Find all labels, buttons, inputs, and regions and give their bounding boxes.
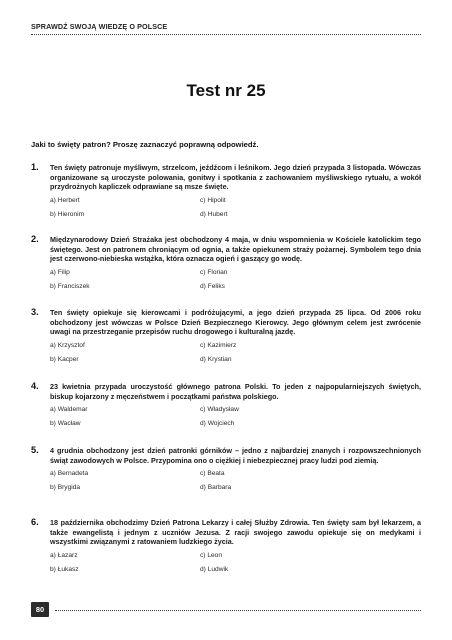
answer-option-a[interactable]: a) Krzysztof: [50, 341, 85, 349]
answer-option-c[interactable]: c) Władysław: [200, 406, 239, 414]
answer-option-a[interactable]: a) Herbert: [50, 196, 80, 204]
question-6: [31, 518, 421, 573]
answer-option-b[interactable]: b) Franciszek: [50, 282, 90, 290]
answer-option-d[interactable]: d) Wojciech: [200, 420, 235, 428]
answer-options: [50, 342, 421, 363]
question-text: Międzynarodowy Dzień Strażaka jest obchodzony 4 maja, w dniu wspomnienia w Kościele katolickim tego świętego. Jest on patronem chroniącym od ognia, a także opiekunem straży pożarnej. Symbolem tego dnia jest czerwono-niebieska wstążka, która oznacza ogień i gaszący go wodę.: [50, 235, 421, 264]
question-text: 4 grudnia obchodzony jest dzień patronki górników – jedno z najbardziej znanych i rozpowszechnionych świąt zawodowych w Polsce. Przypomina ono o ciężkiej i niebezpiecznej pracy ludzi pod ziemią.: [50, 446, 421, 465]
answer-option-d[interactable]: d) Feliks: [200, 282, 225, 290]
answer-option-d[interactable]: d) Ludwik: [200, 565, 229, 573]
test-title: Test nr 25: [186, 81, 266, 100]
answer-option-d[interactable]: d) Hubert: [200, 210, 228, 218]
answer-option-c[interactable]: c) Kazimierz: [200, 341, 237, 349]
answer-option-d[interactable]: d) Barbara: [200, 484, 232, 492]
question-1: [31, 163, 421, 218]
question-text: Ten święty patronuje myśliwym, strzelcom, jeźdźcom i leśnikom. Jego dzień przypada 3 listopada. Wówczas organizowane są uroczyste polowania, gonitwy i spotkania z zachowaniem myśliwskiego rytuału, a wokół przydrożnych kapliczek odprawiane są msze święte.: [50, 163, 421, 192]
answer-option-c[interactable]: c) Hipolit: [200, 196, 226, 204]
answer-option-b[interactable]: b) Wacław: [50, 420, 81, 428]
answer-option-a[interactable]: a) Bernadeta: [50, 470, 89, 478]
answer-option-b[interactable]: b) Hieronim: [50, 210, 85, 218]
answer-option-b[interactable]: b) Brygida: [50, 484, 81, 492]
answer-option-b[interactable]: b) Kacper: [50, 355, 79, 363]
section-title: SPRAWDŹ SWOJĄ WIEDZĘ O POLSCE: [31, 22, 168, 31]
answer-option-c[interactable]: c) Beata: [200, 470, 225, 478]
header-divider: [31, 34, 421, 35]
answer-option-a[interactable]: a) Łazarz: [50, 551, 78, 559]
page-number: 80: [31, 602, 49, 617]
question-text: 18 października obchodzimy Dzień Patrona Lekarzy i całej Służby Zdrowia. Ten święty sam był lekarzem, a także ewangelistą i jednym z uczniów Jezusa. Z racji swojego zawodu opiekuje się on medykami i wszystkimi związanymi z ratowaniem ludzkiego życia.: [50, 518, 421, 547]
question-number: 5.: [31, 445, 39, 455]
question-number: 4.: [31, 381, 39, 391]
question-text: Ten święty opiekuje się kierowcami i podróżującymi, a jego dzień przypada 25 lipca. Od 2006 roku obchodzony jest wówczas w Polsce Dzień Bezpiecznego Kierowcy. Jego głównym celem jest zwrócenie uwagi na przestrzeganie przepisów ruchu drogowego i kulturalną jazdę.: [50, 308, 421, 337]
answer-options: [50, 197, 421, 218]
footer-divider: [55, 610, 421, 611]
answer-option-c[interactable]: c) Leon: [200, 551, 222, 559]
question-3: [31, 308, 421, 363]
answer-options: [50, 406, 421, 427]
answer-options: [50, 470, 421, 491]
question-2: [31, 235, 421, 290]
question-number: 6.: [31, 517, 39, 527]
answer-options: [50, 269, 421, 290]
question-4: [31, 382, 421, 427]
answer-option-c[interactable]: c) Florian: [200, 268, 228, 276]
answer-option-a[interactable]: a) Filip: [50, 268, 70, 276]
answer-option-a[interactable]: a) Waldemar: [50, 406, 88, 414]
question-5: [31, 446, 421, 491]
answer-option-d[interactable]: d) Krystian: [200, 355, 232, 363]
test-instruction: Jaki to święty patron? Proszę zaznaczyć poprawną odpowiedź.: [31, 140, 259, 149]
answer-options: [50, 552, 421, 573]
question-text: 23 kwietnia przypada uroczystość głównego patrona Polski. To jeden z najpopularniejszych świętych, biskup kojarzony z męczeństwem i początkami państwa polskiego.: [50, 382, 421, 401]
question-number: 1.: [31, 162, 39, 172]
question-number: 2.: [31, 234, 39, 244]
answer-option-b[interactable]: b) Łukasz: [50, 565, 79, 573]
question-number: 3.: [31, 307, 39, 317]
